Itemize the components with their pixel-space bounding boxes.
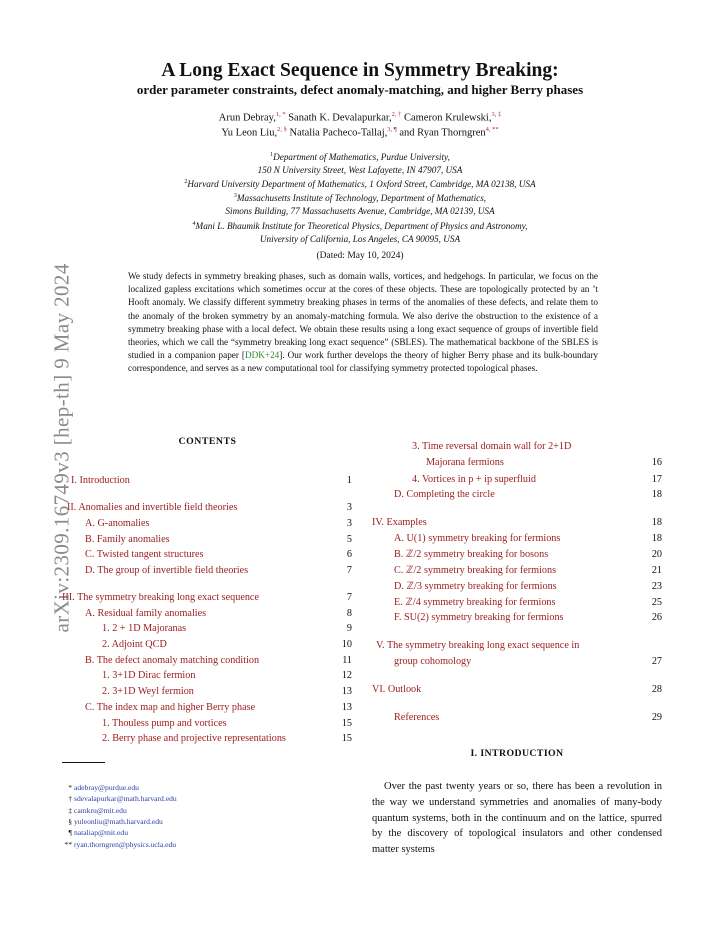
author-affil-mark: 2, †	[391, 111, 402, 118]
author-line-2	[0, 126, 720, 139]
toc-page-number: 23	[651, 581, 662, 592]
author-affil-mark: 1, *	[275, 111, 286, 118]
toc-page-number: 18	[651, 517, 662, 528]
citation-link[interactable]: DDK+24	[244, 350, 280, 361]
toc-entry[interactable]: B. The defect anomaly matching condition	[85, 655, 260, 666]
toc-page-number: 15	[341, 733, 352, 744]
toc-entry[interactable]: 1. 3+1D Dirac fermion	[102, 670, 196, 681]
affiliation-3	[0, 190, 720, 218]
email-link[interactable]: adebray@purdue.edu	[74, 783, 139, 792]
toc-page-number: 21	[651, 565, 662, 576]
email-link[interactable]: sdevalapurkar@math.harvard.edu	[74, 794, 177, 804]
toc-page-number: 6	[346, 549, 352, 560]
footnote	[62, 827, 128, 838]
toc-page-number: 11	[342, 655, 352, 666]
abstract-text: We study defects in symmetry breaking phases, such as domain walls, vortices, and hedgehogs. In particular, we focus on the localized gapless excitations which sometimes occur at the cores of these objects. These are topologically protected by an ’t Hooft anomaly. We classify different symmetry breaking phases in terms of the anomalies of these defects, and relate them to the anomaly of the broken symmetry by an anomaly-matching formula. We also derive the obstruction to the existence of a symmetry breaking phase with a local defect. We obtain these results using a long exact sequence of groups of invertible field theories, which we call the “symmetry breaking long exact sequence” (SBLES). The mathematical backbone of the SBLES is studied in a companion paper [	[128, 271, 598, 361]
footnote-symbol: **	[64, 839, 72, 849]
footnote	[62, 793, 177, 804]
toc-page-number: 27	[651, 656, 662, 667]
toc-page-number: 20	[651, 549, 662, 560]
paper-title: A Long Exact Sequence in Symmetry Breaking:	[161, 60, 559, 81]
footnote	[62, 816, 163, 827]
toc-entry[interactable]: 2. Adjoint QCD	[102, 639, 167, 650]
toc-page-number: 1	[346, 475, 352, 486]
toc-page-number: 13	[341, 686, 352, 697]
author-affil-mark: 3, ¶	[387, 126, 397, 133]
author-affil-mark: 3, ‡	[491, 111, 502, 118]
affiliation-text: Simons Building, 77 Massachusetts Avenue, Cambridge, MA 02139, USA	[225, 206, 495, 217]
author-name: Yu Leon Liu,	[221, 127, 278, 139]
toc-entry[interactable]: A. Residual family anomalies	[85, 608, 207, 619]
affiliation-text: Harvard University Department of Mathematics, 1 Oxford Street, Cambridge, MA 02138, USA	[187, 179, 536, 190]
email-link[interactable]: camkru@mit.edu	[74, 805, 127, 815]
toc-page-number: 5	[346, 534, 352, 545]
toc-entry[interactable]: D. Completing the circle	[394, 489, 495, 500]
author-affil-mark: 2, §	[277, 126, 287, 133]
author-name: Arun Debray,	[218, 112, 276, 124]
toc-entry[interactable]: II. Anomalies and invertible field theories	[67, 502, 238, 513]
toc-entry[interactable]: F. SU(2) symmetry breaking for fermions	[394, 612, 564, 623]
affiliation-number: 1	[270, 152, 274, 158]
affiliation-4	[0, 218, 720, 246]
contents-heading: CONTENTS	[178, 436, 237, 447]
author-name: and Ryan Thorngren	[399, 127, 486, 139]
author-name: Cameron Krulewski,	[403, 112, 492, 124]
toc-entry[interactable]: C. Twisted tangent structures	[85, 549, 204, 560]
toc-entry[interactable]: A. G-anomalies	[85, 518, 150, 529]
arxiv-stamp: arXiv:2309.16749v3 [hep-th] 9 May 2024	[49, 263, 74, 633]
toc-entry[interactable]: VI. Outlook	[372, 684, 422, 695]
toc-page-number: 3	[346, 502, 352, 513]
paper-subtitle: order parameter constraints, defect anomaly-matching, and higher Berry phases	[136, 82, 584, 97]
toc-page-number: 10	[341, 639, 352, 650]
toc-entry[interactable]: 1. 2 + 1D Majoranas	[102, 623, 187, 634]
toc-entry[interactable]: III. The symmetry breaking long exact sequence	[62, 592, 259, 603]
author-line-1	[0, 111, 720, 124]
toc-page-number: 16	[651, 457, 662, 468]
footnote-rule	[62, 762, 105, 763]
toc-page-number: 15	[341, 718, 352, 729]
affiliation-text: 150 N University Street, West Lafayette, IN 47907, USA	[257, 165, 463, 176]
toc-entry[interactable]: 1. Thouless pump and vortices	[102, 718, 227, 729]
toc-entry[interactable]: V. The symmetry breaking long exact sequence in	[376, 640, 580, 651]
email-link[interactable]: nataliap@mit.edu	[74, 828, 129, 838]
intro-paragraph: Over the past twenty years or so, there has been a revolution in the way we understand symmetries and anomalies of many-body quantum systems, both in the continuum and on the lattice, spurred by the discovery of topological insulators and other condensed matter systems	[372, 781, 662, 856]
footnote	[62, 805, 127, 816]
affiliation-2	[0, 176, 720, 191]
toc-page-number: 28	[651, 684, 662, 695]
toc-page-number: 26	[651, 612, 662, 623]
toc-entry[interactable]: 3. Time reversal domain wall for 2+1D	[412, 441, 572, 452]
toc-page-number: 29	[651, 712, 662, 723]
toc-entry[interactable]: C. ℤ/2 symmetry breaking for fermions	[394, 565, 557, 576]
toc-entry[interactable]: D. ℤ/3 symmetry breaking for fermions	[394, 581, 557, 592]
toc-page-number: 7	[346, 592, 352, 603]
toc-page-number: 8	[346, 608, 352, 619]
intro-heading: I. INTRODUCTION	[470, 748, 564, 759]
author-name: Natalia Pacheco-Tallaj,	[289, 127, 388, 139]
footnote-symbol: *	[68, 783, 72, 792]
affiliation-text: University of California, Los Angeles, CA 90095, USA	[259, 234, 461, 245]
toc-entry[interactable]: A. U(1) symmetry breaking for fermions	[394, 533, 561, 544]
author-affil-mark: 4, **	[485, 126, 499, 133]
email-link[interactable]: ryan.thorngren@physics.ucla.edu	[74, 839, 177, 849]
footnote-symbol: ‡	[68, 805, 72, 815]
author-name: Sanath K. Devalapurkar,	[288, 112, 392, 124]
footnote	[62, 839, 176, 850]
toc-entry[interactable]: References	[394, 712, 440, 723]
toc-page-number: 25	[651, 597, 662, 608]
abstract-text: ]. Our work further develops the theory of higher Berry phase and its bulk-boundary correspondence, and serves as a new computational tool for classifying symmetry protected topological phases.	[128, 350, 598, 374]
toc-entry[interactable]: 2. Berry phase and projective representations	[102, 733, 286, 744]
toc-page-number: 18	[651, 489, 662, 500]
toc-entry[interactable]: B. Family anomalies	[85, 534, 170, 545]
toc-entry[interactable]: D. The group of invertible field theories	[85, 565, 249, 576]
footnote	[62, 782, 139, 793]
toc-page-number: 3	[346, 518, 352, 529]
toc-entry[interactable]: 2. 3+1D Weyl fermion	[102, 686, 194, 697]
toc-page-number: 12	[341, 670, 352, 681]
affiliation-number: 4	[192, 221, 196, 227]
affiliation-number: 3	[233, 193, 237, 199]
toc-entry[interactable]: group cohomology	[394, 656, 472, 667]
affiliation-text: Department of Mathematics, Purdue University,	[273, 152, 450, 163]
toc-entry[interactable]: E. ℤ/4 symmetry breaking for fermions	[394, 597, 556, 608]
toc-entry[interactable]: I. Introduction	[71, 475, 130, 486]
toc-page-number: 13	[341, 702, 352, 713]
abstract	[128, 270, 598, 376]
affiliation-text: Massachusetts Institute of Technology, Department of Mathematics,	[236, 193, 487, 204]
toc-entry[interactable]: IV. Examples	[372, 517, 427, 528]
footnote-symbol: †	[68, 794, 72, 804]
toc-page-number: 9	[346, 623, 352, 634]
toc-entry[interactable]: B. ℤ/2 symmetry breaking for bosons	[394, 549, 549, 560]
footnote-symbol: §	[68, 816, 72, 826]
footnote-symbol: ¶	[68, 828, 72, 838]
toc-entry[interactable]: 4. Vortices in p + ip superfluid	[412, 474, 536, 485]
toc-page-number: 7	[346, 565, 352, 576]
affiliation-1	[0, 149, 720, 177]
email-link[interactable]: yuleonliu@math.harvard.edu	[74, 816, 163, 826]
toc-entry[interactable]: Majorana fermions	[426, 457, 504, 468]
dated-line: (Dated: May 10, 2024)	[316, 251, 404, 261]
toc-page-number: 17	[651, 474, 662, 485]
toc-entry[interactable]: C. The index map and higher Berry phase	[85, 702, 256, 713]
affiliation-text: Mani L. Bhaumik Institute for Theoretical Physics, Department of Physics and Astronomy,	[195, 221, 528, 232]
affiliation-number: 2	[184, 179, 188, 185]
toc-page-number: 18	[651, 533, 662, 544]
